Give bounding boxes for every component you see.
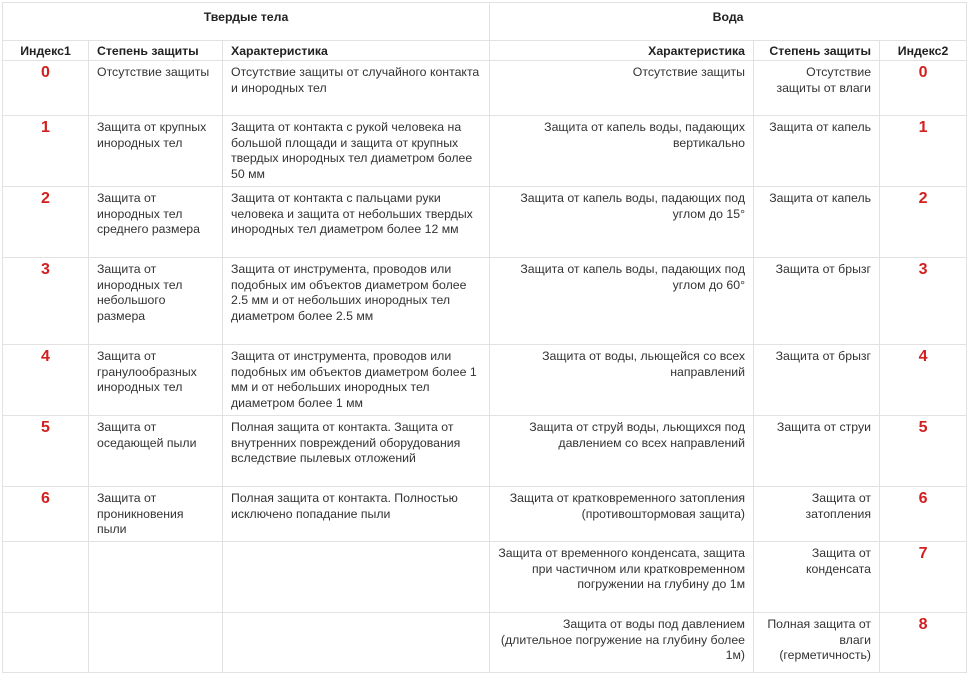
index1-cell: [3, 542, 89, 613]
index2-cell: 7: [880, 542, 967, 613]
group-header-row: [3, 3, 967, 41]
table-row: [3, 258, 967, 345]
ip-protection-table: [2, 2, 967, 673]
water-degree-cell: Защита от конденсата: [754, 542, 880, 613]
solid-characteristic-cell: Полная защита от контакта. Полностью исключено попадание пыли: [223, 487, 490, 542]
table-row: [3, 345, 967, 416]
index2-header: Индекс2: [880, 40, 967, 61]
table-row: [3, 116, 967, 187]
index1-cell: 2: [3, 187, 89, 258]
water-characteristic-cell: Защита от воды под давлением (длительное погружение на глубину более 1м): [490, 613, 754, 673]
water-degree-cell: Отсутствие защиты от влаги: [754, 61, 880, 116]
index1-cell: 4: [3, 345, 89, 416]
water-characteristic-header: Характеристика: [490, 40, 754, 61]
water-characteristic-cell: Защита от струй воды, льющихся под давлением со всех направлений: [490, 416, 754, 487]
water-degree-cell: Защита от струи: [754, 416, 880, 487]
solid-degree-cell: [89, 613, 223, 673]
index1-cell: 6: [3, 487, 89, 542]
water-group-header: Вода: [490, 3, 967, 41]
water-degree-cell: Защита от брызг: [754, 258, 880, 345]
water-characteristic-cell: Защита от капель воды, падающих под углом до 15°: [490, 187, 754, 258]
solid-characteristic-header: Характеристика: [223, 40, 490, 61]
water-degree-cell: Полная защита от влаги (герметичность): [754, 613, 880, 673]
index2-cell: 1: [880, 116, 967, 187]
solid-characteristic-cell: [223, 613, 490, 673]
index1-cell: 0: [3, 61, 89, 116]
water-degree-cell: Защита от капель: [754, 116, 880, 187]
solid-characteristic-cell: Полная защита от контакта. Защита от внутренних повреждений оборудования вследствие пылевых отложений: [223, 416, 490, 487]
solid-degree-cell: Защита от оседающей пыли: [89, 416, 223, 487]
solid-characteristic-cell: [223, 542, 490, 613]
solid-group-header: Твердые тела: [3, 3, 490, 41]
table-row: [3, 613, 967, 673]
table-body: [3, 61, 967, 673]
index1-cell: 1: [3, 116, 89, 187]
index1-header: Индекс1: [3, 40, 89, 61]
solid-characteristic-cell: Защита от контакта с пальцами руки человека и защита от небольших твердых инородных тел диаметром более 12 мм: [223, 187, 490, 258]
water-characteristic-cell: Защита от капель воды, падающих под углом до 60°: [490, 258, 754, 345]
water-degree-cell: Защита от капель: [754, 187, 880, 258]
table-row: [3, 187, 967, 258]
index2-cell: 5: [880, 416, 967, 487]
water-characteristic-cell: Защита от воды, льющейся со всех направлений: [490, 345, 754, 416]
water-degree-cell: Защита от затопления: [754, 487, 880, 542]
solid-characteristic-cell: Защита от инструмента, проводов или подобных им объектов диаметром более 2.5 мм и от небольших инородных тел диаметром более 2.5 мм: [223, 258, 490, 345]
solid-degree-header: Степень защиты: [89, 40, 223, 61]
solid-degree-cell: Защита от инородных тел небольшого размера: [89, 258, 223, 345]
table-row: [3, 61, 967, 116]
solid-characteristic-cell: Защита от инструмента, проводов или подобных им объектов диаметром более 1 мм и от небольших инородных тел диаметром более 1 мм: [223, 345, 490, 416]
solid-degree-cell: Защита от крупных инородных тел: [89, 116, 223, 187]
solid-characteristic-cell: Отсутствие защиты от случайного контакта и инородных тел: [223, 61, 490, 116]
index2-cell: 6: [880, 487, 967, 542]
water-characteristic-cell: Защита от кратковременного затопления (противоштормовая защита): [490, 487, 754, 542]
water-characteristic-cell: Защита от капель воды, падающих вертикально: [490, 116, 754, 187]
solid-degree-cell: Защита от гранулообразных инородных тел: [89, 345, 223, 416]
water-degree-header: Степень защиты: [754, 40, 880, 61]
table-row: [3, 416, 967, 487]
solid-degree-cell: [89, 542, 223, 613]
index1-cell: 3: [3, 258, 89, 345]
index2-cell: 0: [880, 61, 967, 116]
column-header-row: [3, 40, 967, 61]
index2-cell: 2: [880, 187, 967, 258]
water-characteristic-cell: Защита от временного конденсата, защита при частичном или кратковременном погружении на глубину до 1м: [490, 542, 754, 613]
index1-cell: [3, 613, 89, 673]
index2-cell: 8: [880, 613, 967, 673]
solid-degree-cell: Защита от проникновения пыли: [89, 487, 223, 542]
solid-degree-cell: Защита от инородных тел среднего размера: [89, 187, 223, 258]
solid-characteristic-cell: Защита от контакта с рукой человека на большой площади и защита от крупных твердых инородных тел диаметром более 50 мм: [223, 116, 490, 187]
index2-cell: 4: [880, 345, 967, 416]
table-row: [3, 542, 967, 613]
water-degree-cell: Защита от брызг: [754, 345, 880, 416]
index2-cell: 3: [880, 258, 967, 345]
water-characteristic-cell: Отсутствие защиты: [490, 61, 754, 116]
solid-degree-cell: Отсутствие защиты: [89, 61, 223, 116]
table-row: [3, 487, 967, 542]
index1-cell: 5: [3, 416, 89, 487]
